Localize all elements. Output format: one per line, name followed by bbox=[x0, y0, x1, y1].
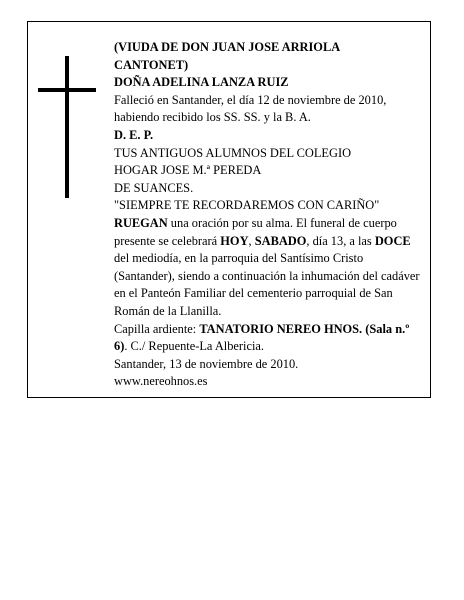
header-line-2: CANTONET) bbox=[114, 57, 189, 72]
cross-vertical-bar bbox=[65, 56, 69, 198]
chapel-text-1: Capilla ardiente: bbox=[114, 321, 200, 336]
dedication-line-3: DE SUANCES. bbox=[114, 180, 194, 195]
funeral-text-1: una oración por su alma. El funeral de cuerpo presente se celebrará bbox=[114, 215, 397, 248]
chapel-text-3: . C./ Repuente-La Albericia. bbox=[124, 339, 265, 354]
deceased-name: DOÑA ADELINA LANZA RUIZ bbox=[114, 75, 289, 90]
funeral-paragraph bbox=[114, 215, 424, 321]
cross-icon bbox=[38, 56, 96, 198]
dep-line: D. E. P. bbox=[114, 127, 154, 142]
death-line-2: habiendo recibido los SS. SS. y la B. A. bbox=[114, 110, 311, 125]
funeral-text-2: , bbox=[248, 233, 255, 248]
hoy-text: HOY bbox=[220, 233, 249, 248]
obituary-text bbox=[114, 39, 424, 391]
cross-horizontal-bar bbox=[38, 88, 96, 92]
funeral-text-4: del mediodía, en la parroquia del Santísimo Cristo (Santander), siendo a continuación la inhumación del cadáver en el Panteón Familiar del cementerio parroquial de San Román de la Llanilla. bbox=[114, 251, 420, 318]
website-line: www.nereohnos.es bbox=[114, 374, 208, 389]
chapel-paragraph bbox=[114, 321, 424, 356]
header-line-1: (VIUDA DE DON JUAN JOSE ARRIOLA bbox=[114, 40, 341, 54]
doce-text: DOCE bbox=[374, 233, 411, 248]
funeral-text-3: , día 13, a las bbox=[306, 233, 375, 248]
death-line-1: Falleció en Santander, el día 12 de noviembre de 2010, bbox=[114, 92, 387, 107]
dedication-line-1: TUS ANTIGUOS ALUMNOS DEL COLEGIO bbox=[114, 145, 352, 160]
sala-text: (Sala n.º 6) bbox=[114, 321, 410, 354]
date-line: Santander, 13 de noviembre de 2010. bbox=[114, 356, 299, 371]
sabado-text: SABADO bbox=[254, 233, 307, 248]
obituary-notice bbox=[27, 21, 431, 398]
tanatorio-text: TANATORIO NEREO HNOS. bbox=[199, 321, 363, 336]
quote-line: "SIEMPRE TE RECORDAREMOS CON CARIÑO" bbox=[114, 198, 380, 213]
dedication-line-2: HOGAR JOSE M.ª PEREDA bbox=[114, 163, 262, 178]
ruegan-text: RUEGAN bbox=[114, 215, 168, 230]
